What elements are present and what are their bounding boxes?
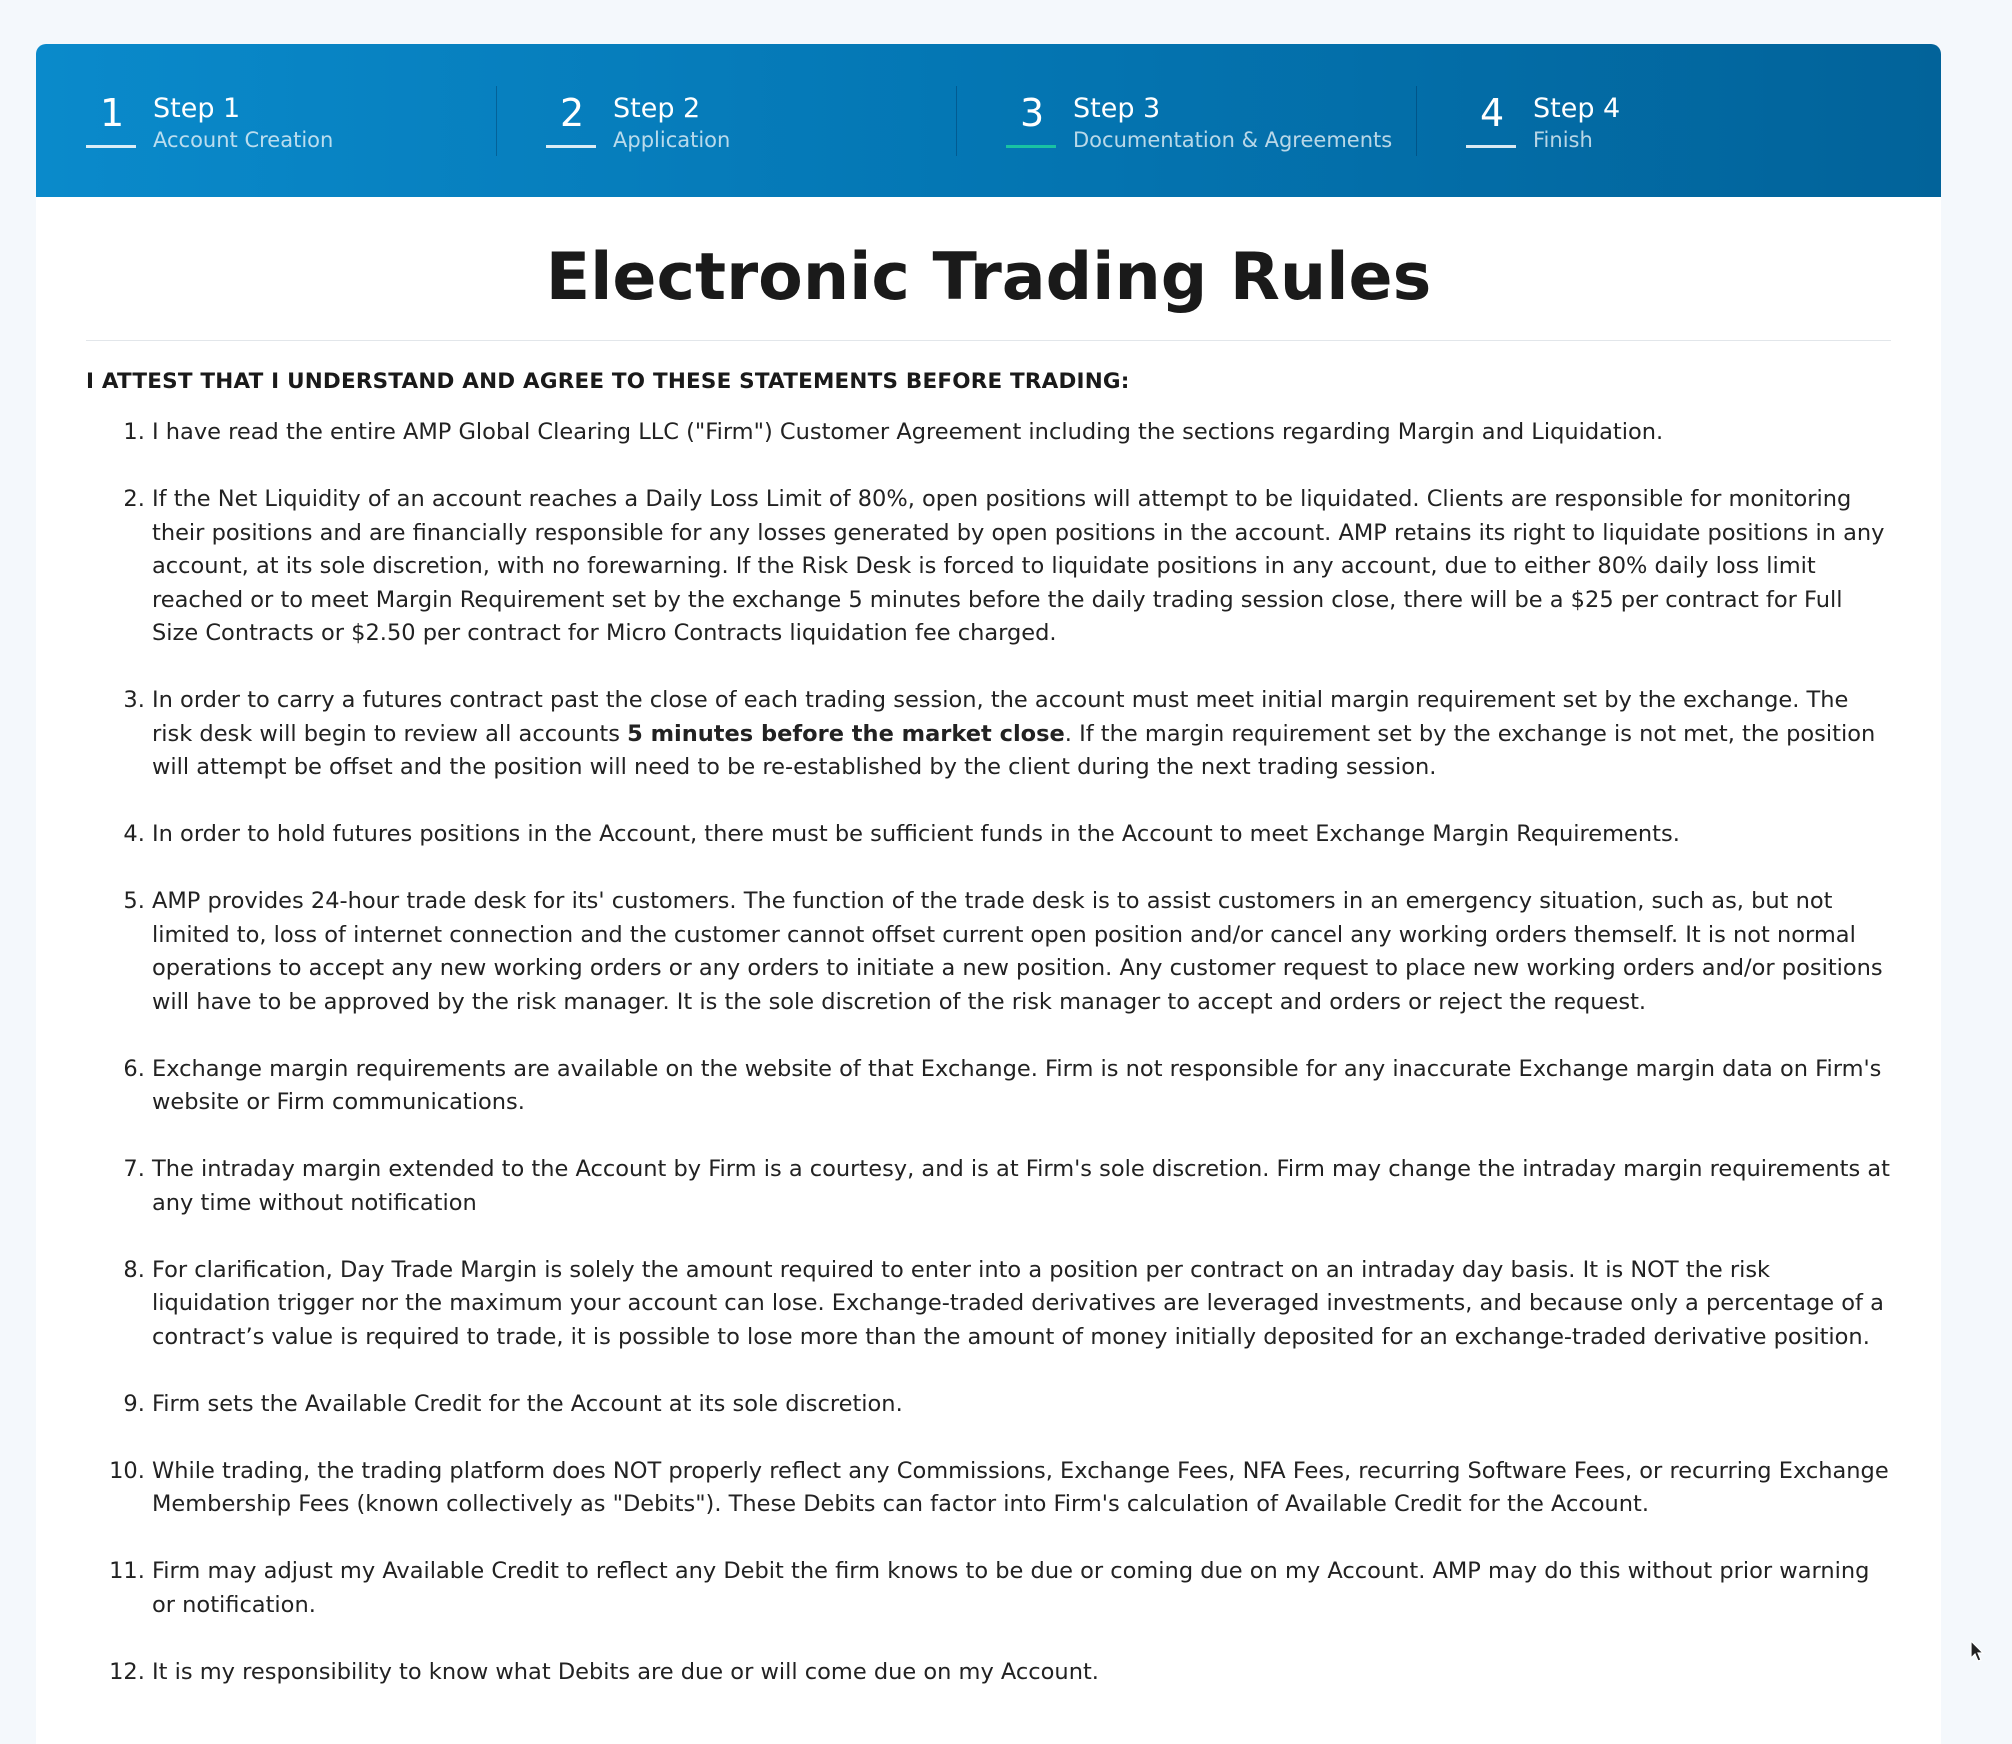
wizard-card <box>36 44 1941 1744</box>
rule-item: 4. In order to hold futures positions in the Account, there must be sufficient funds in the Account to meet Exchange Margin Requirements. <box>152 818 1891 852</box>
rule-item: 11. Firm may adjust my Available Credit to reflect any Debit the firm knows to be due or coming due on my Account. AMP may do this without prior warning or notification. <box>152 1555 1891 1622</box>
step-number: 3 <box>1020 91 1045 135</box>
step-title: Step 2 <box>613 93 701 124</box>
step-2[interactable] <box>496 44 956 197</box>
step-title: Step 4 <box>1533 93 1621 124</box>
step-underline <box>1466 145 1516 148</box>
title-divider <box>86 340 1891 341</box>
rule-item: 10. While trading, the trading platform does NOT properly reflect any Commissions, Exchange Fees, NFA Fees, recurring Software Fees, or recurring Exchange Membership Fees (known collectively as "Debits"). These Debits can factor into Firm's calculation of Available Credit for the Account. <box>152 1455 1891 1522</box>
step-number: 2 <box>560 91 585 135</box>
rule-item: 6. Exchange margin requirements are available on the website of that Exchange. Firm is not responsible for any inaccurate Exchange margin data on Firm's website or Firm communications. <box>152 1053 1891 1120</box>
step-4[interactable] <box>1416 44 1876 197</box>
rule-item: 12. It is my responsibility to know what Debits are due or will come due on my Account. <box>152 1656 1891 1690</box>
rule-text: . If the margin requirement set by the exchange is not met, the position will attempt be offset and the position will need to be re-established by the client during the next trading session. <box>152 720 1876 780</box>
rule-item: 8. For clarification, Day Trade Margin is solely the amount required to enter into a position per contract on an intraday day basis. It is NOT the risk liquidation trigger nor the maximum your account can lose. Exchange-traded derivatives are leveraged investments, and because only a percentage of a contract’s value is required to trade, it is possible to lose more than the amount of money initially deposited for an exchange-traded derivative position. <box>152 1254 1891 1355</box>
step-subtitle: Application <box>613 128 731 152</box>
rules-list <box>86 416 1891 1689</box>
rule-item <box>152 684 1891 785</box>
rule-item: 9. Firm sets the Available Credit for the Account at its sole discretion. <box>152 1388 1891 1422</box>
mouse-pointer-icon <box>1970 1640 1986 1664</box>
rule-item: 1. I have read the entire AMP Global Clearing LLC ("Firm") Customer Agreement including the sections regarding Margin and Liquidation. <box>152 416 1891 450</box>
step-title: Step 3 <box>1073 93 1161 124</box>
rule-item: 5. AMP provides 24-hour trade desk for its' customers. The function of the trade desk is to assist customers in an emergency situation, such as, but not limited to, loss of internet connection and the customer cannot offset current open position and/or cancel any working orders themself. It is not normal operations to accept any new working orders or any orders to initiate a new position. Any customer request to place new working orders and/or positions will have to be approved by the risk manager. It is the sole discretion of the risk manager to accept and orders or reject the request. <box>152 885 1891 1019</box>
attest-statement: I ATTEST THAT I UNDERSTAND AND AGREE TO THESE STATEMENTS BEFORE TRADING: <box>86 369 1130 394</box>
step-subtitle: Finish <box>1533 128 1593 152</box>
rule-text: In order to carry a futures contract past the close of each trading session, the account must meet initial margin requirement set by the exchange. The risk desk will begin to review all accounts <box>152 687 1849 747</box>
content <box>36 240 1941 1689</box>
step-1[interactable] <box>36 44 496 197</box>
step-number: 1 <box>100 91 125 135</box>
rule-emphasis: 5 minutes before the market close <box>627 720 1065 747</box>
step-3[interactable] <box>956 44 1416 197</box>
step-title: Step 1 <box>153 93 241 124</box>
page-title: Electronic Trading Rules <box>545 240 1432 315</box>
rule-item: 2. If the Net Liquidity of an account reaches a Daily Loss Limit of 80%, open positions will attempt to be liquidated. Clients are responsible for monitoring their positions and are financially responsible for any losses generated by open positions in the account. AMP retains its right to liquidate positions in any account, at its sole discretion, with no forewarning. If the Risk Desk is forced to liquidate positions in any account, due to either 80% daily loss limit reached or to meet Margin Requirement set by the exchange 5 minutes before the daily trading session close, there will be a $25 per contract for Full Size Contracts or $2.50 per contract for Micro Contracts liquidation fee charged. <box>152 483 1891 651</box>
step-underline <box>86 145 136 148</box>
step-subtitle: Account Creation <box>153 128 334 152</box>
step-underline-active <box>1006 145 1056 148</box>
step-number: 4 <box>1480 91 1505 135</box>
stepper <box>36 44 1941 197</box>
step-subtitle: Documentation & Agreements <box>1073 128 1393 152</box>
rule-item: 7. The intraday margin extended to the Account by Firm is a courtesy, and is at Firm's sole discretion. Firm may change the intraday margin requirements at any time without notification <box>152 1153 1891 1220</box>
step-underline <box>546 145 596 148</box>
